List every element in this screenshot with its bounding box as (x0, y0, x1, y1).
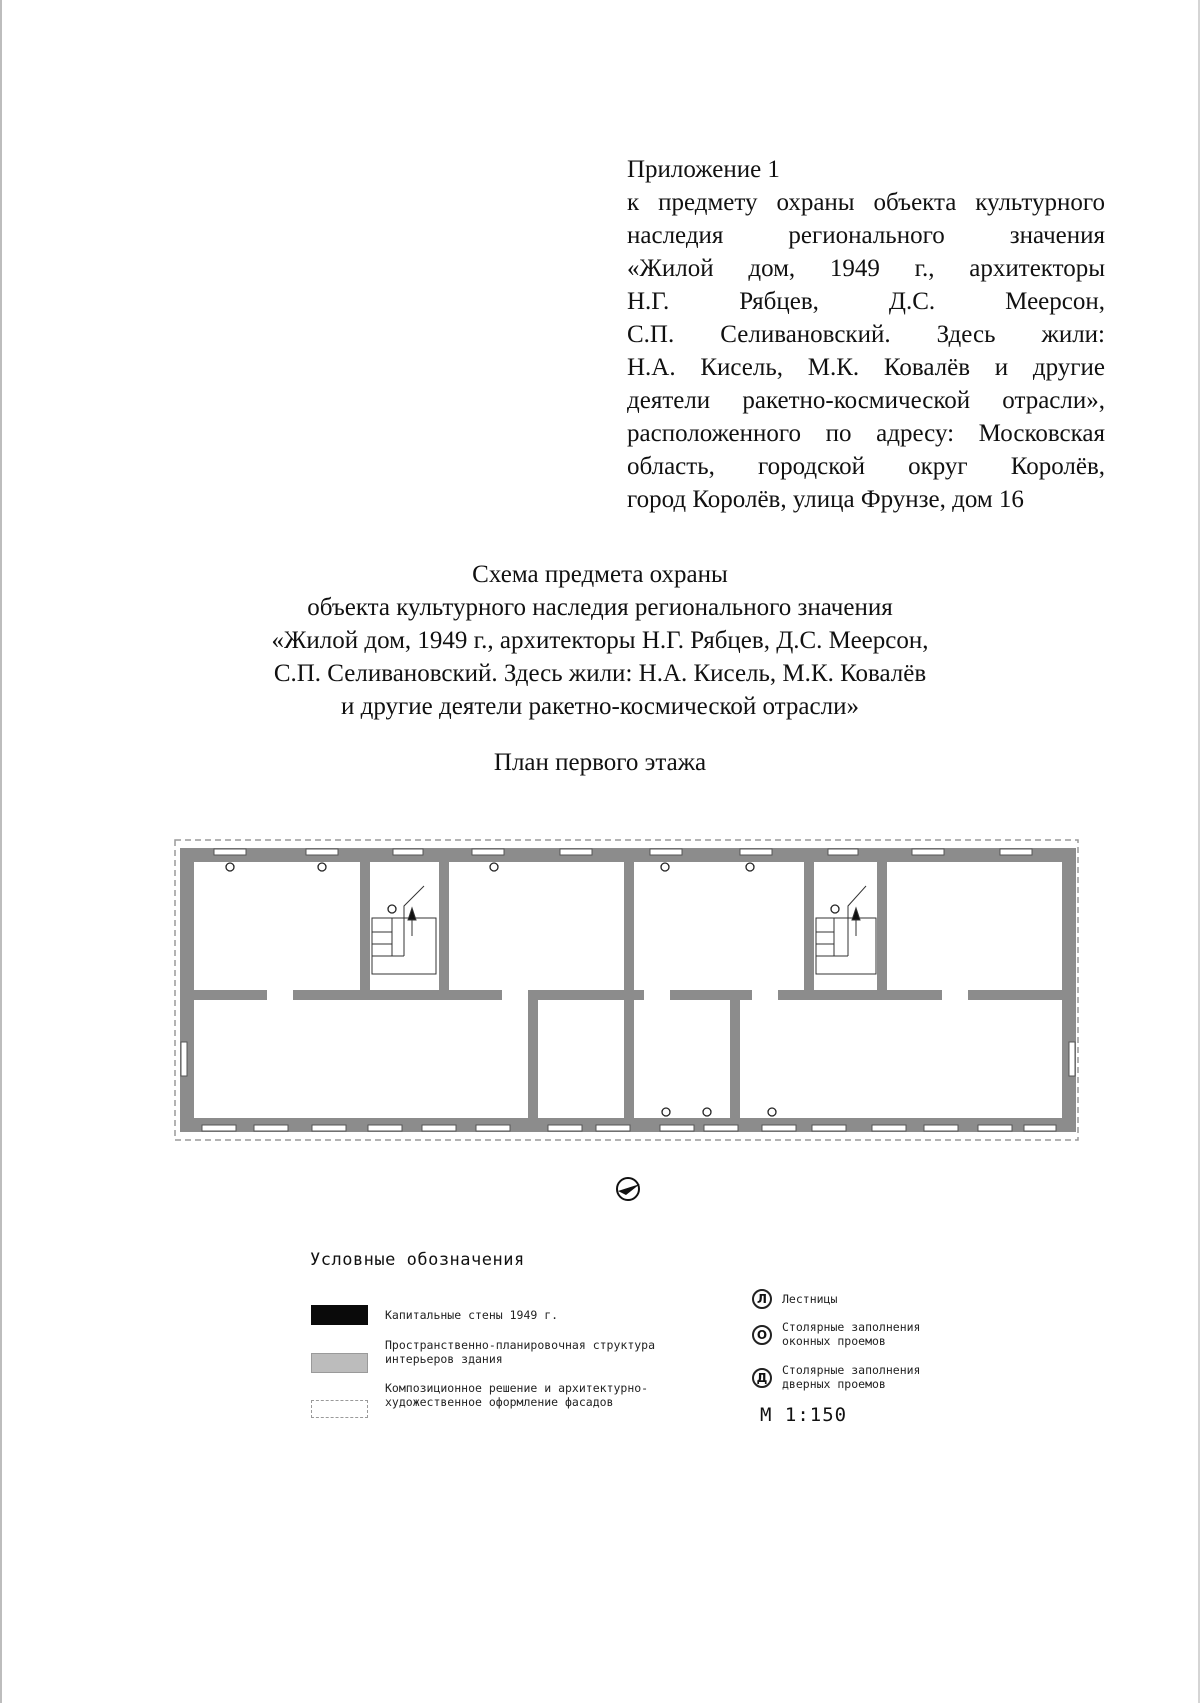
side-window-left (181, 1042, 187, 1076)
legend-label-window-fill-1: Столярные заполнения (782, 1320, 921, 1334)
legend-swatch-walls (311, 1305, 368, 1325)
legend-label-door-fill-2: дверных проемов (782, 1377, 886, 1391)
title-line: и другие деятели ракетно-космической отрасли» (341, 693, 859, 720)
legend-title: Условные обозначения (310, 1250, 525, 1270)
floor-plan (172, 836, 1084, 1148)
appendix-line: деятели ракетно-космической отрасли», (627, 387, 1105, 414)
north-arrow-icon (614, 1175, 642, 1203)
legend-label-interiors-2: интерьеров здания (385, 1352, 503, 1366)
legend-label-walls: Капитальные стены 1949 г. (385, 1308, 559, 1322)
appendix-line: Приложение 1 (627, 156, 780, 183)
appendix-line: область, городской округ Королёв, (627, 453, 1105, 480)
appendix-line: расположенного по адресу: Московская (627, 420, 1105, 447)
legend-label-facades-2: художественное оформление фасадов (385, 1395, 614, 1409)
stairs-symbol-icon: Л (752, 1289, 772, 1309)
appendix-line: С.П. Селивановский. Здесь жили: (627, 321, 1105, 348)
title-line: «Жилой дом, 1949 г., архитекторы Н.Г. Рябцев, Д.С. Меерсон, (271, 627, 929, 654)
appendix-line: «Жилой дом, 1949 г., архитекторы (627, 255, 1105, 282)
appendix-line: к предмету охраны объекта культурного (627, 189, 1105, 216)
stair-right (816, 886, 876, 974)
appendix-block (627, 153, 1105, 516)
page-left-edge (0, 0, 2, 1703)
bottom-windows (202, 1125, 1056, 1131)
plan-subtitle: План первого этажа (493, 749, 707, 776)
document-title (180, 558, 1020, 723)
title-line: объекта культурного наследия регионального значения (307, 594, 893, 621)
appendix-line: город Королёв, улица Фрунзе, дом 16 (627, 486, 1024, 513)
scale-label: М 1:150 (760, 1404, 848, 1426)
door-fill-symbol-icon: Д (752, 1368, 772, 1388)
title-line: Схема предмета охраны (472, 561, 728, 588)
appendix-line: Н.Г. Рябцев, Д.С. Меерсон, (627, 288, 1105, 315)
window-fill-symbol-icon: О (752, 1325, 772, 1345)
side-window-right (1069, 1042, 1075, 1076)
legend-label-stairs: Лестницы (782, 1292, 838, 1306)
interior-walls (194, 862, 1062, 1132)
legend-label-window-fill-2: оконных проемов (782, 1334, 886, 1348)
legend-swatch-facades (311, 1400, 368, 1418)
legend-label-facades-1: Композиционное решение и архитектурно- (385, 1381, 649, 1395)
appendix-line: Н.А. Кисель, М.К. Ковалёв и другие (627, 354, 1105, 381)
stair-left (372, 886, 436, 974)
appendix-line: наследия регионального значения (627, 222, 1105, 249)
title-line: С.П. Селивановский. Здесь жили: Н.А. Кисель, М.К. Ковалёв (273, 660, 927, 687)
legend-label-interiors-1: Пространственно-планировочная структура (385, 1338, 656, 1352)
legend-label-door-fill-1: Столярные заполнения (782, 1363, 921, 1377)
legend-swatch-interiors (311, 1353, 368, 1373)
